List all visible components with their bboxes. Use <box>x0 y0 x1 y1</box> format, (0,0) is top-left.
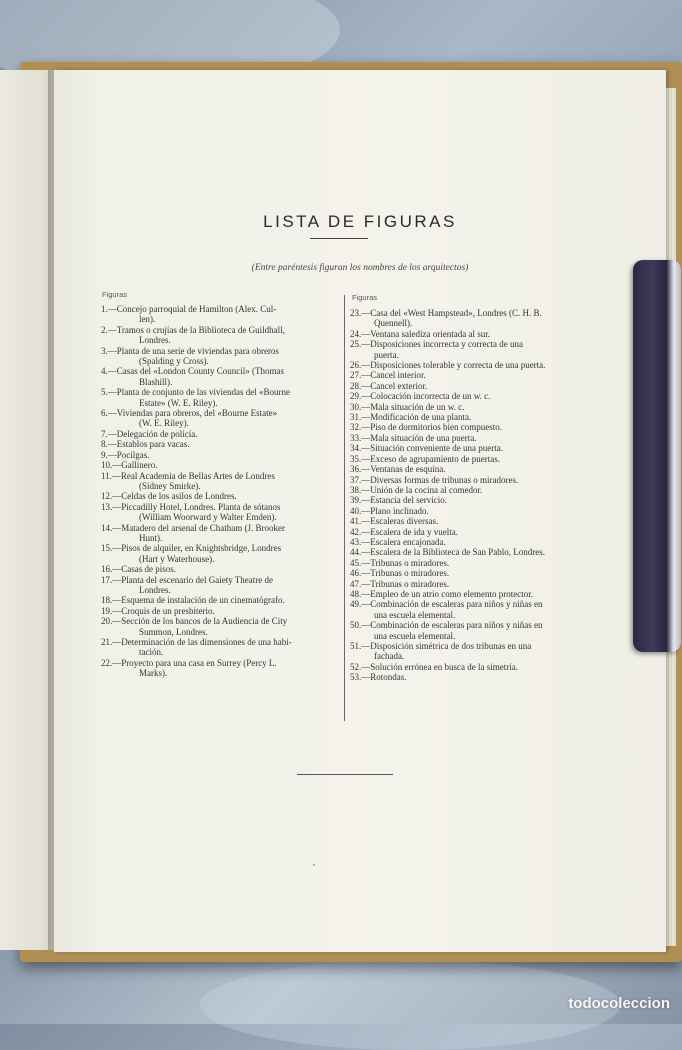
figure-list-item: 14.—Matadero del arsenal de Chatham (J. Brooker <box>101 522 285 533</box>
figure-list-item: 21.—Determinación de las dimensiones de una habi- <box>101 637 292 647</box>
column-divider <box>344 295 345 721</box>
figure-list-item: 35.—Exceso de agrupamiento de puertas. <box>350 453 500 464</box>
figure-list-item: 23.—Casa del «West Hampstead», Londres (C. H. B. <box>350 308 542 318</box>
watermark-text: todocoleccion <box>568 995 670 1012</box>
figure-list-item: Blashill). <box>139 376 173 387</box>
figure-list-item: Hunt). <box>139 532 163 543</box>
figure-list-item: puerta. <box>374 349 399 360</box>
figure-list-item: una escuela elemental. <box>374 630 456 641</box>
figure-list-item: 24.—Ventana saledíza orientada al sur. <box>350 328 490 339</box>
figure-list-item: (William Woorward y Walter Emden). <box>139 512 277 523</box>
figure-list-item: 1.—Concejo parroquial de Hamilton (Alex. Cul- <box>101 304 277 314</box>
book-page <box>54 70 666 952</box>
figure-list-item: 12.—Celdas de los asilos de Londres. <box>101 491 237 502</box>
figure-list-item: 10.—Gallinero. <box>101 460 158 471</box>
figure-list-item: Quennell). <box>374 318 413 329</box>
figure-list-item: 46.—Tribunas o miradores. <box>350 568 450 579</box>
figure-list-item: (Hart y Waterhouse). <box>139 553 215 564</box>
figure-list-item: 2.—Tramos o crujías de la Biblioteca de Guildhall, <box>101 324 285 335</box>
figure-list-item: 32.—Piso de dormitorios bien compuesto. <box>350 422 502 433</box>
figure-list-item: Londres. <box>139 584 171 595</box>
left-figure-list <box>101 304 335 679</box>
figure-list-item: tación. <box>139 647 164 658</box>
figure-list-item: 15.—Pisos de alquiler, en Knightsbridge, Londres <box>101 543 282 554</box>
figure-list-item: 5.—Planta de conjunto de las viviendas del «Bourne <box>101 387 290 398</box>
figure-list-item: 9.—Pocilgas. <box>101 449 150 460</box>
figure-list-item: 26.—Disposiciones tolerable y correcta de una puerta. <box>350 360 546 371</box>
figure-list-item: 30.—Mala situación de un w. c. <box>350 401 465 412</box>
figure-list-item: 36.—Ventanas de esquina. <box>350 464 446 475</box>
figure-list-item: 51.—Disposición simétrica de dos tribunas en una <box>350 641 532 651</box>
figure-list-item: 37.—Diversas formas de tribunas o miradores. <box>350 474 519 485</box>
figure-list-item: 43.—Escalera encajonada. <box>350 536 446 547</box>
figure-list-item: 8.—Establos para vacas. <box>101 439 190 450</box>
figure-list-item: 40.—Plano inclinado. <box>350 505 429 516</box>
figure-list-item: 41.—Escaleras diversas. <box>350 516 439 527</box>
end-rule <box>297 774 393 775</box>
figure-list-item: (Spalding y Cross). <box>139 356 209 367</box>
figure-list-item: 11.—Real Academia de Bellas Artes de Londres <box>101 470 275 481</box>
figure-list-item: 17.—Planta del escenario del Gaiety Theatre de <box>101 574 274 585</box>
figure-list-item: 22.—Proyecto para una casa en Surrey (Percy L. <box>101 657 277 668</box>
figure-list-item: 53.—Rotondas. <box>350 672 407 683</box>
figure-list-item: 3.—Planta de una serie de viviendas para obreros <box>101 345 279 356</box>
figure-list-item: 44.—Escalera de la Biblioteca de San Pablo, Londres. <box>350 547 545 558</box>
page-subtitle: (Entre paréntesis figuran los nombres de los arquitectos) <box>251 263 469 273</box>
figure-list-item: fachada. <box>374 651 405 662</box>
paper-speck <box>313 864 315 866</box>
figure-list-item: 50.—Combinación de escaleras para niños y niñas en <box>350 620 543 631</box>
figure-list-item: 19.—Croquis de un presbiterio. <box>101 605 215 616</box>
figure-list-item: 6.—Viviendas para obreros, del «Bourne Estate» <box>101 408 278 419</box>
figure-list-item: 45.—Tribunas o miradores. <box>350 557 450 568</box>
figure-list-item: 39.—Estancia del servicio. <box>350 495 447 506</box>
figure-list-item: 27.—Cancel interior. <box>350 370 426 381</box>
figure-list-item: 29.—Colocación incorrecta de un w. c. <box>350 391 491 402</box>
figure-list-item: 28.—Cancel exterior. <box>350 380 428 391</box>
figure-list-item: (W. E. Riley). <box>139 418 189 429</box>
figure-list-item: 20.—Sección de los bancos de la Audiencia de City <box>101 616 288 627</box>
figure-list-item: 7.—Delegación de policía. <box>101 428 198 439</box>
title-rule <box>310 238 368 239</box>
figure-list-item: 33.—Mala situación de una puerta. <box>350 432 477 443</box>
figure-list-item: 16.—Casas de pisos. <box>101 564 176 575</box>
right-column-header: Figuras <box>352 293 378 302</box>
figure-list-item: 31.—Modificación de una planta. <box>350 412 472 423</box>
figure-list-item: 49.—Combinación de escaleras para niños y niñas en <box>350 599 543 610</box>
figure-list-item: 38.—Unión de la cocina al comedor. <box>350 484 483 495</box>
figure-list-item: 47.—Tribunas o miradores. <box>350 578 450 589</box>
figure-list-item: Londres. <box>139 335 171 346</box>
figure-list-item: (Sidney Smirke). <box>139 480 201 491</box>
right-figure-list <box>350 308 576 683</box>
bookmark-ribbon <box>633 260 681 652</box>
cloth-fold <box>200 960 620 1050</box>
figure-list-item: 4.—Casas del «London County Council» (Thomas <box>101 366 284 377</box>
page-title: LISTA DE FIGURAS <box>263 212 457 231</box>
left-column-header: Figuras <box>102 290 128 299</box>
figure-list-item: Estate» (W. E. Riley). <box>139 397 218 408</box>
figure-list-item: Marks). <box>139 668 168 679</box>
figure-list-item: len). <box>139 314 156 325</box>
figure-list-item: 52.—Solución errónea en busca de la simetría. <box>350 661 518 672</box>
figure-list-item: una escuela elemental. <box>374 609 456 620</box>
figure-list-item: 13.—Piccadilly Hotel, Londres. Planta de sótanos <box>101 501 281 512</box>
figure-list-item: 18.—Esquema de instalación de un cinematógrafo. <box>101 595 285 606</box>
figure-list-item: 42.—Escalera de ida y vuelta. <box>350 526 458 537</box>
figure-list-item: 25.—Disposiciones incorrecta y correcta de una <box>350 339 523 350</box>
figure-list-item: 48.—Empleo de un atrio como elemento protector. <box>350 588 533 599</box>
figure-list-item: Summon, Londres. <box>139 626 208 637</box>
figure-list-item: 34.—Situación conveniente de una puerta. <box>350 443 503 454</box>
